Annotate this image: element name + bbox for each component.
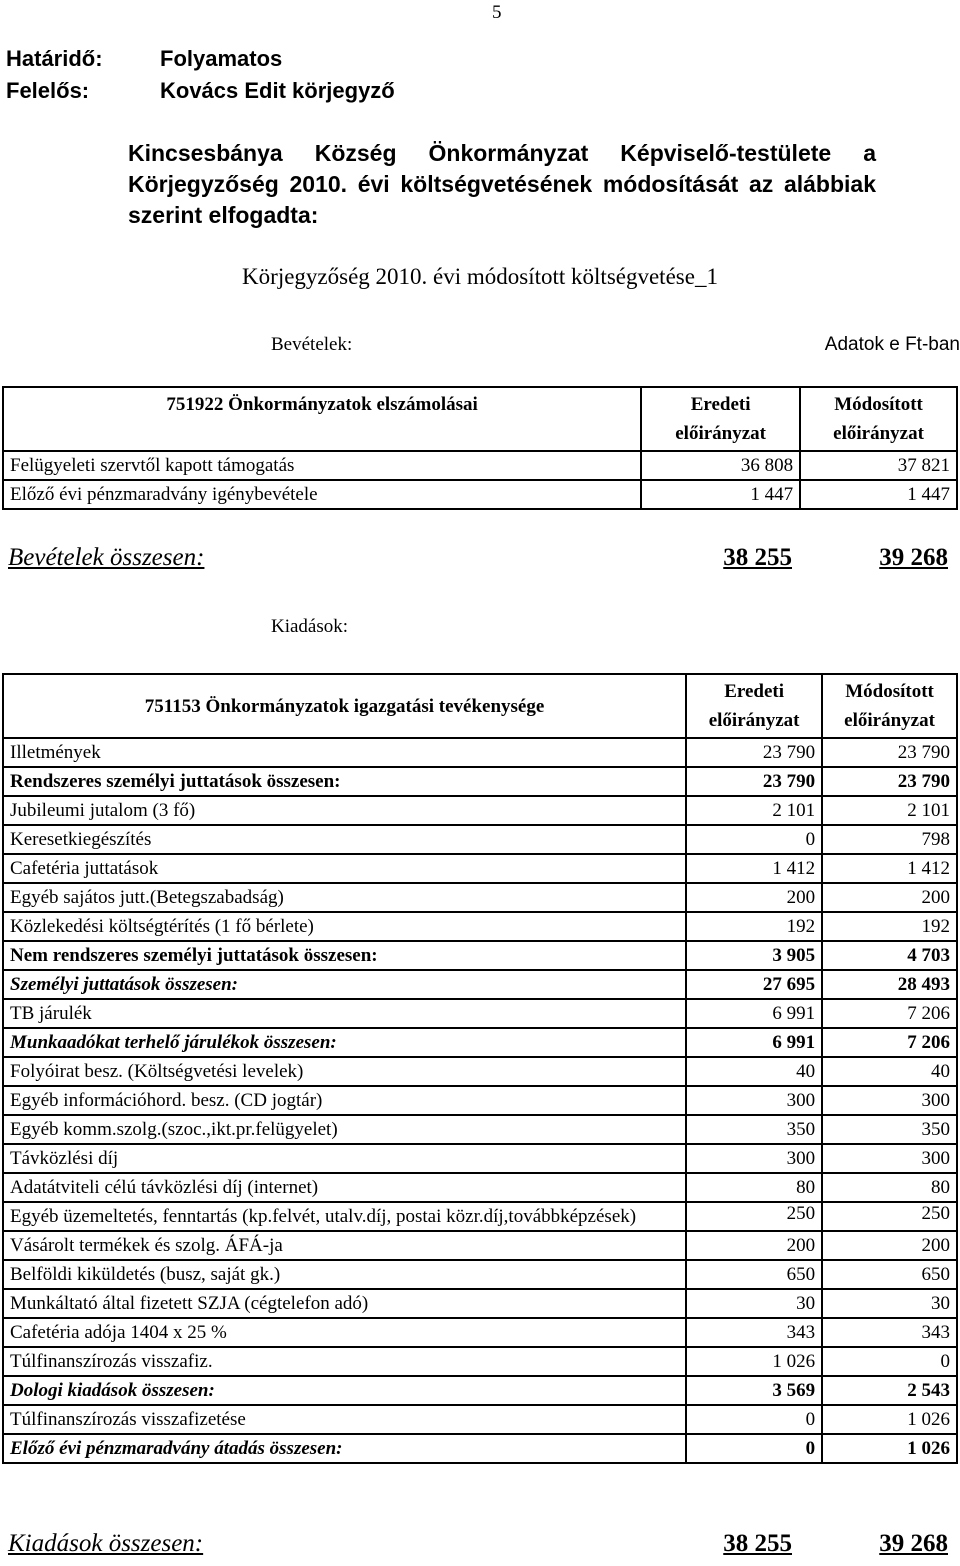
row-label: Jubileumi jutalom (3 fő): [3, 796, 686, 825]
income-total-row: [8, 544, 952, 578]
expense-total-original: 38 255: [723, 1530, 792, 1557]
row-label: Egyéb sajátos jutt.(Betegszabadság): [3, 883, 686, 912]
row-modified-value: 28 493: [822, 970, 957, 999]
table-row: [3, 1202, 957, 1231]
table-row: [3, 1115, 957, 1144]
income-total-modified: 39 268: [879, 544, 948, 571]
table-row: [3, 1260, 957, 1289]
row-original-value: 80: [686, 1173, 822, 1202]
row-original-value: 650: [686, 1260, 822, 1289]
row-original-value: 30: [686, 1289, 822, 1318]
deadline-label: Határidő:: [6, 46, 103, 71]
row-original-value: 6 991: [686, 999, 822, 1028]
row-modified-value: 2 543: [822, 1376, 957, 1405]
row-label: Munkaadókat terhelő járulékok összesen:: [3, 1028, 686, 1057]
table-row: [3, 854, 957, 883]
income-total-original: 38 255: [723, 544, 792, 571]
row-original-value: 192: [686, 912, 822, 941]
row-label: Előző évi pénzmaradvány igénybevétele: [3, 480, 641, 509]
row-label: Adatátviteli célú távközlési díj (internet): [3, 1173, 686, 1202]
row-label: Illetmények: [3, 738, 686, 767]
row-label: Túlfinanszírozás visszafizetése: [3, 1405, 686, 1434]
table-row: [3, 1144, 957, 1173]
row-modified-value: 650: [822, 1260, 957, 1289]
table-row: [3, 825, 957, 854]
row-original-value: 1 026: [686, 1347, 822, 1376]
responsible-label: Felelős:: [6, 78, 90, 103]
row-modified-value: 23 790: [822, 767, 957, 796]
row-modified-value: 343: [822, 1318, 957, 1347]
table-row: [3, 1086, 957, 1115]
table-row: [3, 1434, 957, 1463]
row-modified-value: 23 790: [822, 738, 957, 767]
row-original-value: 0: [686, 1405, 822, 1434]
table-row: [3, 941, 957, 970]
row-modified-value: 2 101: [822, 796, 957, 825]
table-row: [3, 738, 957, 767]
table-row: [3, 480, 957, 509]
page-number: 5: [492, 2, 502, 23]
row-modified-value: 300: [822, 1086, 957, 1115]
row-modified-value: 1 026: [822, 1434, 957, 1463]
table-row: [3, 767, 957, 796]
row-label: Egyéb üzemeltetés, fenntartás (kp.felvét, utalv.díj, postai közr.díj,továbbképzések): [3, 1202, 686, 1231]
row-label: Távközlési díj: [3, 1144, 686, 1173]
row-label: Egyéb komm.szolg.(szoc.,ikt.pr.felügyelet): [3, 1115, 686, 1144]
row-modified-value: 200: [822, 1231, 957, 1260]
table-row: [3, 1057, 957, 1086]
row-label: Felügyeleti szervtől kapott támogatás: [3, 451, 641, 480]
row-original-value: 300: [686, 1086, 822, 1115]
row-label: Cafetéria adója 1404 x 25 %: [3, 1318, 686, 1347]
expense-table-body: [3, 738, 957, 1463]
row-modified-value: 192: [822, 912, 957, 941]
row-original-value: 200: [686, 883, 822, 912]
income-table-header: [3, 387, 957, 451]
row-original-value: 27 695: [686, 970, 822, 999]
resolution-text: Kincsesbánya Község Önkormányzat Képviselő-testülete a Körjegyzőség 2010. évi költségvetésének módosítását az alábbiak szerint elfogadta:: [128, 140, 876, 228]
row-label: Közlekedési költségtérítés (1 fő bérlete): [3, 912, 686, 941]
income-heading: Bevételek:: [271, 334, 353, 355]
row-original-value: 23 790: [686, 738, 822, 767]
row-label: Belföldi kiküldetés (busz, saját gk.): [3, 1260, 686, 1289]
row-label: Folyóirat besz. (Költségvetési levelek): [3, 1057, 686, 1086]
row-original-value: 0: [686, 825, 822, 854]
row-original-value: 40: [686, 1057, 822, 1086]
row-original-value: 3 905: [686, 941, 822, 970]
income-header-original: Eredeti előirányzat: [641, 387, 800, 451]
row-modified-value: 7 206: [822, 1028, 957, 1057]
table-row: [3, 1376, 957, 1405]
row-label: TB járulék: [3, 999, 686, 1028]
row-label: Vásárolt termékek és szolg. ÁFÁ-ja: [3, 1231, 686, 1260]
table-row: [3, 912, 957, 941]
expense-header-title: 751153 Önkormányzatok igazgatási tevékenysége: [3, 674, 686, 738]
row-modified-value: 798: [822, 825, 957, 854]
row-modified-value: 80: [822, 1173, 957, 1202]
income-table: [2, 386, 958, 510]
table-row: [3, 1289, 957, 1318]
table-row: [3, 999, 957, 1028]
row-modified-value: 250: [822, 1202, 957, 1231]
expense-table: [2, 673, 958, 1464]
row-modified-value: 30: [822, 1289, 957, 1318]
row-original-value: 350: [686, 1115, 822, 1144]
row-modified-value: 1 026: [822, 1405, 957, 1434]
income-header-modified: Módosított előirányzat: [800, 387, 957, 451]
table-row: [3, 1318, 957, 1347]
row-modified-value: 37 821: [800, 451, 957, 480]
row-original-value: 36 808: [641, 451, 800, 480]
row-label: Dologi kiadások összesen:: [3, 1376, 686, 1405]
row-modified-value: 300: [822, 1144, 957, 1173]
row-original-value: 3 569: [686, 1376, 822, 1405]
row-original-value: 250: [686, 1202, 822, 1231]
income-total-label: Bevételek összesen:: [8, 544, 205, 571]
expense-total-row: [8, 1530, 952, 1564]
row-modified-value: 4 703: [822, 941, 957, 970]
row-label: Munkáltató által fizetett SZJA (cégtelefon adó): [3, 1289, 686, 1318]
row-modified-value: 1 447: [800, 480, 957, 509]
table-row: [3, 1028, 957, 1057]
row-original-value: 200: [686, 1231, 822, 1260]
expense-table-header: [3, 674, 957, 738]
responsible-value: Kovács Edit körjegyző: [160, 78, 395, 103]
table-row: [3, 970, 957, 999]
row-modified-value: 40: [822, 1057, 957, 1086]
table-row: [3, 451, 957, 480]
table-row: [3, 1405, 957, 1434]
row-label: Egyéb információhord. besz. (CD jogtár): [3, 1086, 686, 1115]
row-original-value: 0: [686, 1434, 822, 1463]
table-row: [3, 796, 957, 825]
unit-note: Adatok e Ft-ban: [824, 334, 960, 355]
row-label: Túlfinanszírozás visszafiz.: [3, 1347, 686, 1376]
row-modified-value: 0: [822, 1347, 957, 1376]
expense-heading: Kiadások:: [271, 616, 349, 637]
table-row: [3, 883, 957, 912]
table-row: [3, 1173, 957, 1202]
row-original-value: 300: [686, 1144, 822, 1173]
table-row: [3, 1231, 957, 1260]
row-modified-value: 200: [822, 883, 957, 912]
row-modified-value: 7 206: [822, 999, 957, 1028]
budget-title: Körjegyzőség 2010. évi módosított költségvetése_1: [242, 264, 718, 289]
income-table-body: [3, 451, 957, 509]
row-original-value: 1 447: [641, 480, 800, 509]
deadline-row: [0, 46, 960, 76]
table-row: [3, 1347, 957, 1376]
row-original-value: 1 412: [686, 854, 822, 883]
responsible-row: [0, 78, 960, 108]
row-label: Nem rendszeres személyi juttatások összesen:: [3, 941, 686, 970]
row-label: Keresetkiegészítés: [3, 825, 686, 854]
expense-header-original: Eredeti előirányzat: [686, 674, 822, 738]
row-original-value: 23 790: [686, 767, 822, 796]
row-original-value: 6 991: [686, 1028, 822, 1057]
row-original-value: 343: [686, 1318, 822, 1347]
row-label: Személyi juttatások összesen:: [3, 970, 686, 999]
deadline-value: Folyamatos: [160, 46, 283, 71]
expense-total-modified: 39 268: [879, 1530, 948, 1557]
row-original-value: 2 101: [686, 796, 822, 825]
income-header-title: 751922 Önkormányzatok elszámolásai: [3, 387, 641, 451]
row-label: Előző évi pénzmaradvány átadás összesen:: [3, 1434, 686, 1463]
row-modified-value: 1 412: [822, 854, 957, 883]
expense-total-label: Kiadások összesen:: [8, 1530, 204, 1557]
expense-header-modified: Módosított előirányzat: [822, 674, 957, 738]
row-modified-value: 350: [822, 1115, 957, 1144]
row-label: Cafetéria juttatások: [3, 854, 686, 883]
row-label: Rendszeres személyi juttatások összesen:: [3, 767, 686, 796]
